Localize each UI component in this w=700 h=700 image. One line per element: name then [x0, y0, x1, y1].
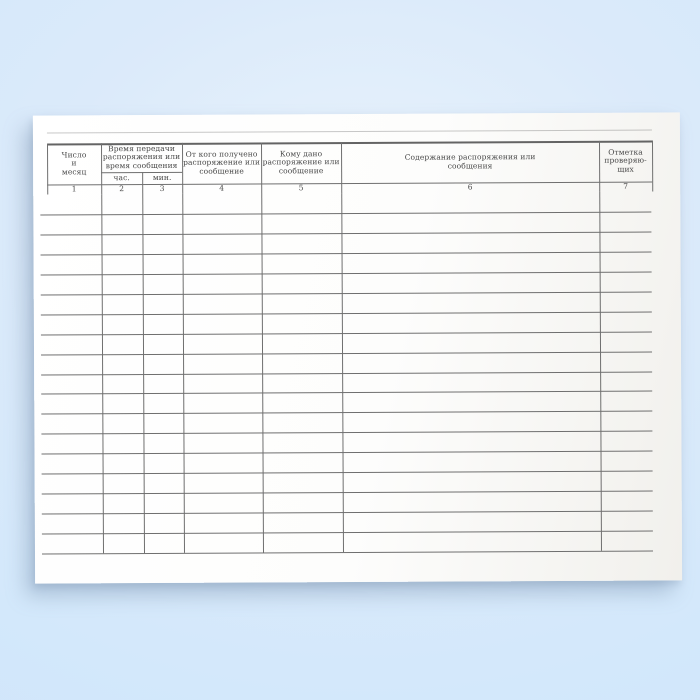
table-row-line [41, 372, 652, 376]
table-row-line [40, 232, 651, 236]
table-body-grid [33, 112, 680, 115]
column-header-hours: час. [113, 172, 130, 182]
table-row-line [42, 531, 653, 535]
table-row-line [41, 252, 652, 256]
table-row-line [41, 352, 652, 356]
table-row-line [42, 451, 653, 455]
table-row-line [42, 471, 653, 475]
column-number-2: 2 [119, 184, 125, 194]
table-row-line [41, 431, 652, 435]
column-header-inspector-mark: Отметка проверяю- щих [604, 147, 647, 174]
table-row-line [41, 292, 652, 296]
column-header-date: Число и месяц [61, 149, 87, 177]
column-header-received-from: От кого получено распоряжение или сообщение [183, 149, 261, 176]
table-row-line [42, 491, 653, 495]
column-number-5: 5 [298, 183, 304, 193]
column-number-1: 1 [71, 184, 77, 194]
column-number-4: 4 [219, 183, 225, 193]
column-number-3: 3 [159, 184, 165, 194]
column-number-6: 6 [467, 182, 473, 192]
column-header-given-to: Кому дано распоряжение или сообщение [262, 148, 340, 176]
table-row-line [41, 272, 652, 276]
table-row-line [40, 212, 651, 216]
table-row-line [41, 312, 652, 316]
paper-sheet [33, 112, 682, 583]
table-row-line [41, 411, 652, 415]
faint-scan-line [47, 130, 652, 134]
column-number-7: 7 [623, 181, 629, 191]
table-row-line [41, 391, 652, 395]
table-row-line [42, 551, 653, 555]
column-header-content: Содержание распоряжения или сообщения [404, 152, 536, 171]
column-group-header-transmit-time: Время передачи распоряжения или время сообщения [102, 143, 181, 170]
column-header-minutes: мин. [152, 172, 172, 182]
table-row-line [42, 511, 653, 515]
table-row-line [41, 332, 652, 336]
